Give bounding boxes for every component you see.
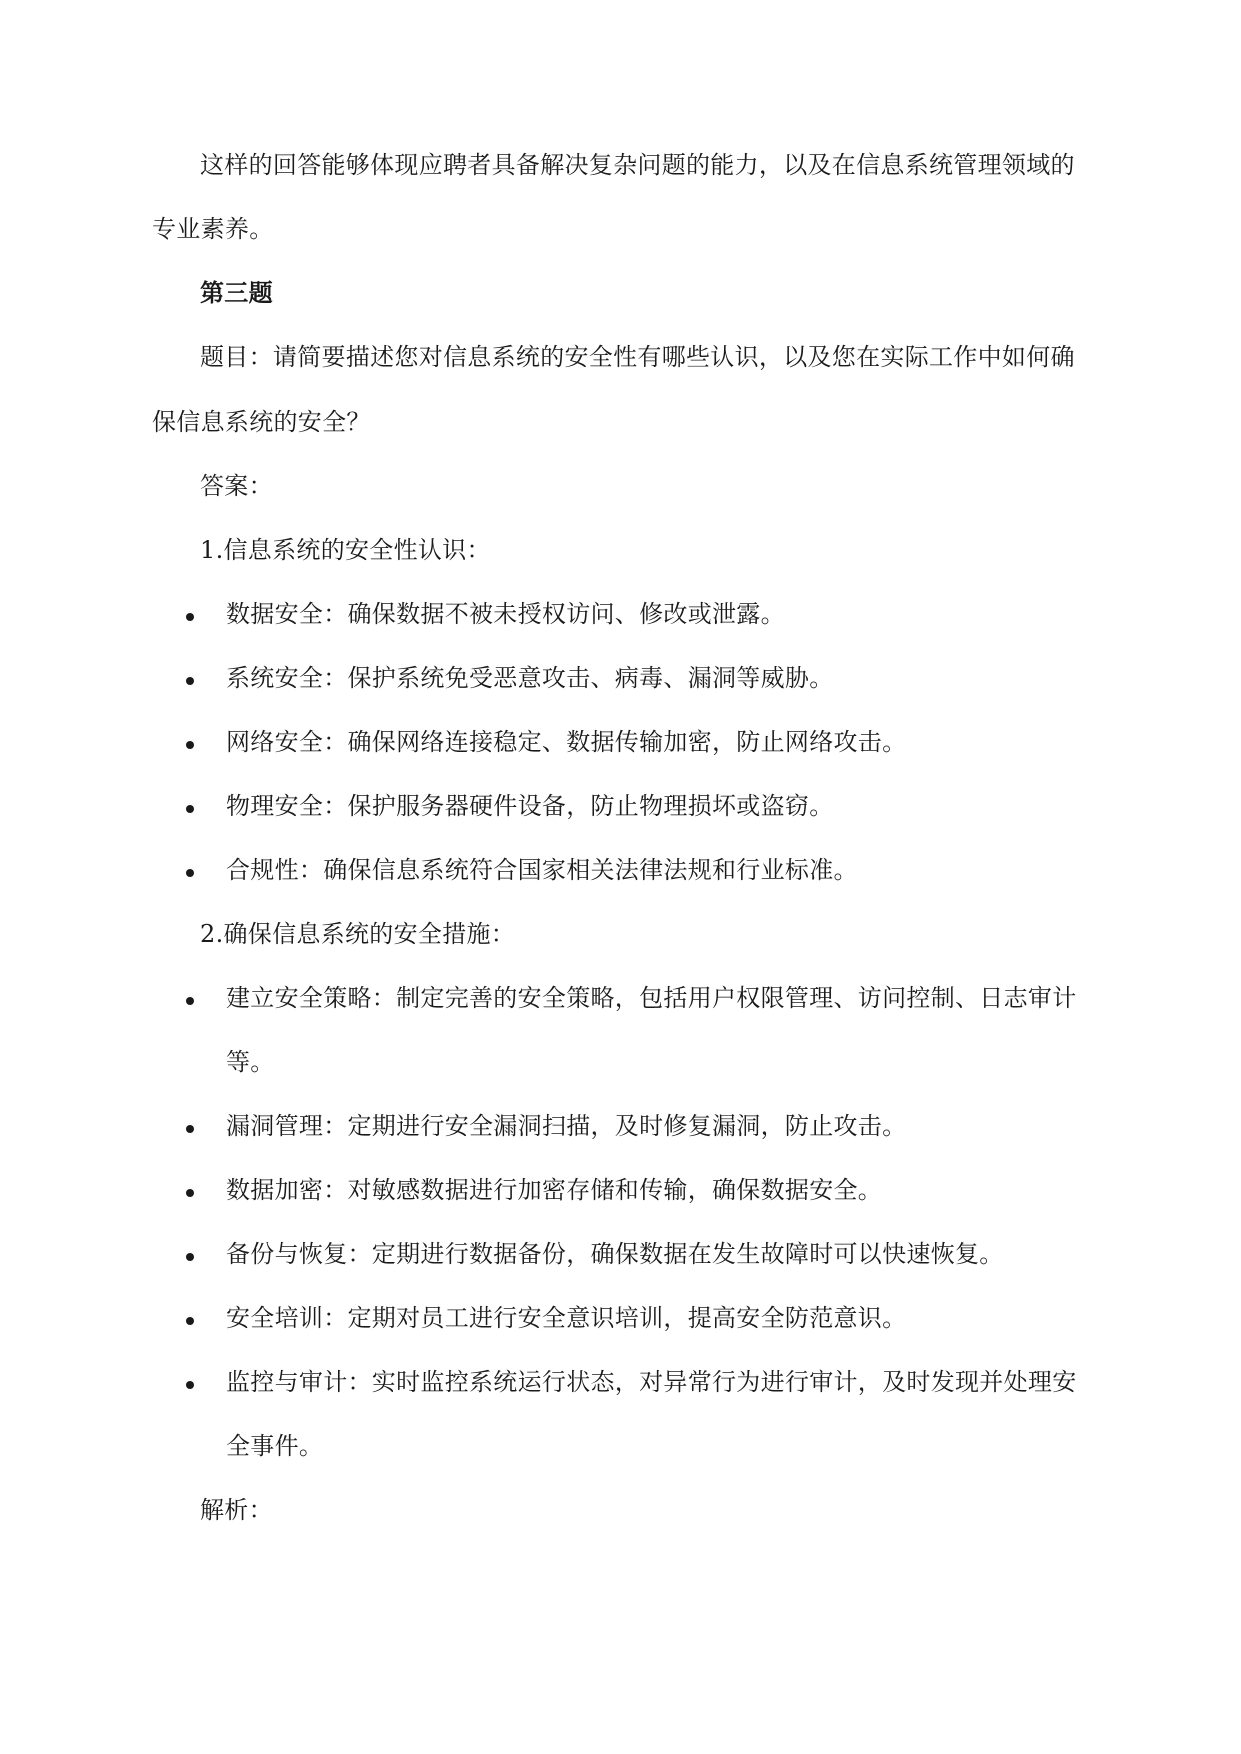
section-heading: 第三题 bbox=[200, 279, 273, 307]
list-item: 安全培训：定期对员工进行安全意识培训，提高安全防范意识。 bbox=[226, 1304, 907, 1332]
part2-title: 2.确保信息系统的安全措施： bbox=[200, 920, 516, 948]
bullet-icon bbox=[186, 1317, 194, 1325]
analysis-label: 解析： bbox=[200, 1496, 273, 1524]
list-item: 数据安全：确保数据不被未授权访问、修改或泄露。 bbox=[226, 600, 785, 628]
bullet-icon bbox=[186, 1125, 194, 1133]
list-item: 漏洞管理：定期进行安全漏洞扫描，及时修复漏洞，防止攻击。 bbox=[226, 1112, 907, 1140]
bullet-icon bbox=[186, 997, 194, 1005]
list-item: 数据加密：对敏感数据进行加密存储和传输，确保数据安全。 bbox=[226, 1176, 883, 1204]
bullet-icon bbox=[186, 869, 194, 877]
list-item: 物理安全：保护服务器硬件设备，防止物理损坏或盗窃。 bbox=[226, 792, 834, 820]
list-item-continuation: 全事件。 bbox=[226, 1432, 324, 1460]
list-item: 备份与恢复：定期进行数据备份，确保数据在发生故障时可以快速恢复。 bbox=[226, 1240, 1004, 1268]
bullet-icon bbox=[186, 1253, 194, 1261]
intro-line-2: 专业素养。 bbox=[152, 215, 274, 243]
intro-line-1: 这样的回答能够体现应聘者具备解决复杂问题的能力，以及在信息系统管理领域的 bbox=[200, 151, 1075, 179]
bullet-icon bbox=[186, 677, 194, 685]
list-item: 合规性：确保信息系统符合国家相关法律法规和行业标准。 bbox=[226, 856, 858, 884]
bullet-icon bbox=[186, 1189, 194, 1197]
bullet-icon bbox=[186, 741, 194, 749]
list-item: 网络安全：确保网络连接稳定、数据传输加密，防止网络攻击。 bbox=[226, 728, 907, 756]
list-item-continuation: 等。 bbox=[226, 1048, 275, 1076]
list-item: 建立安全策略：制定完善的安全策略，包括用户权限管理、访问控制、日志审计 bbox=[226, 984, 1077, 1012]
bullet-icon bbox=[186, 613, 194, 621]
question-line-1: 题目：请简要描述您对信息系统的安全性有哪些认识，以及您在实际工作中如何确 bbox=[200, 343, 1075, 371]
answer-label: 答案： bbox=[200, 472, 273, 500]
bullet-icon bbox=[186, 805, 194, 813]
list-item: 监控与审计：实时监控系统运行状态，对异常行为进行审计，及时发现并处理安 bbox=[226, 1368, 1077, 1396]
list-item: 系统安全：保护系统免受恶意攻击、病毒、漏洞等威胁。 bbox=[226, 664, 834, 692]
part1-title: 1.信息系统的安全性认识： bbox=[200, 536, 491, 564]
bullet-icon bbox=[186, 1381, 194, 1389]
question-line-2: 保信息系统的安全？ bbox=[152, 408, 371, 436]
